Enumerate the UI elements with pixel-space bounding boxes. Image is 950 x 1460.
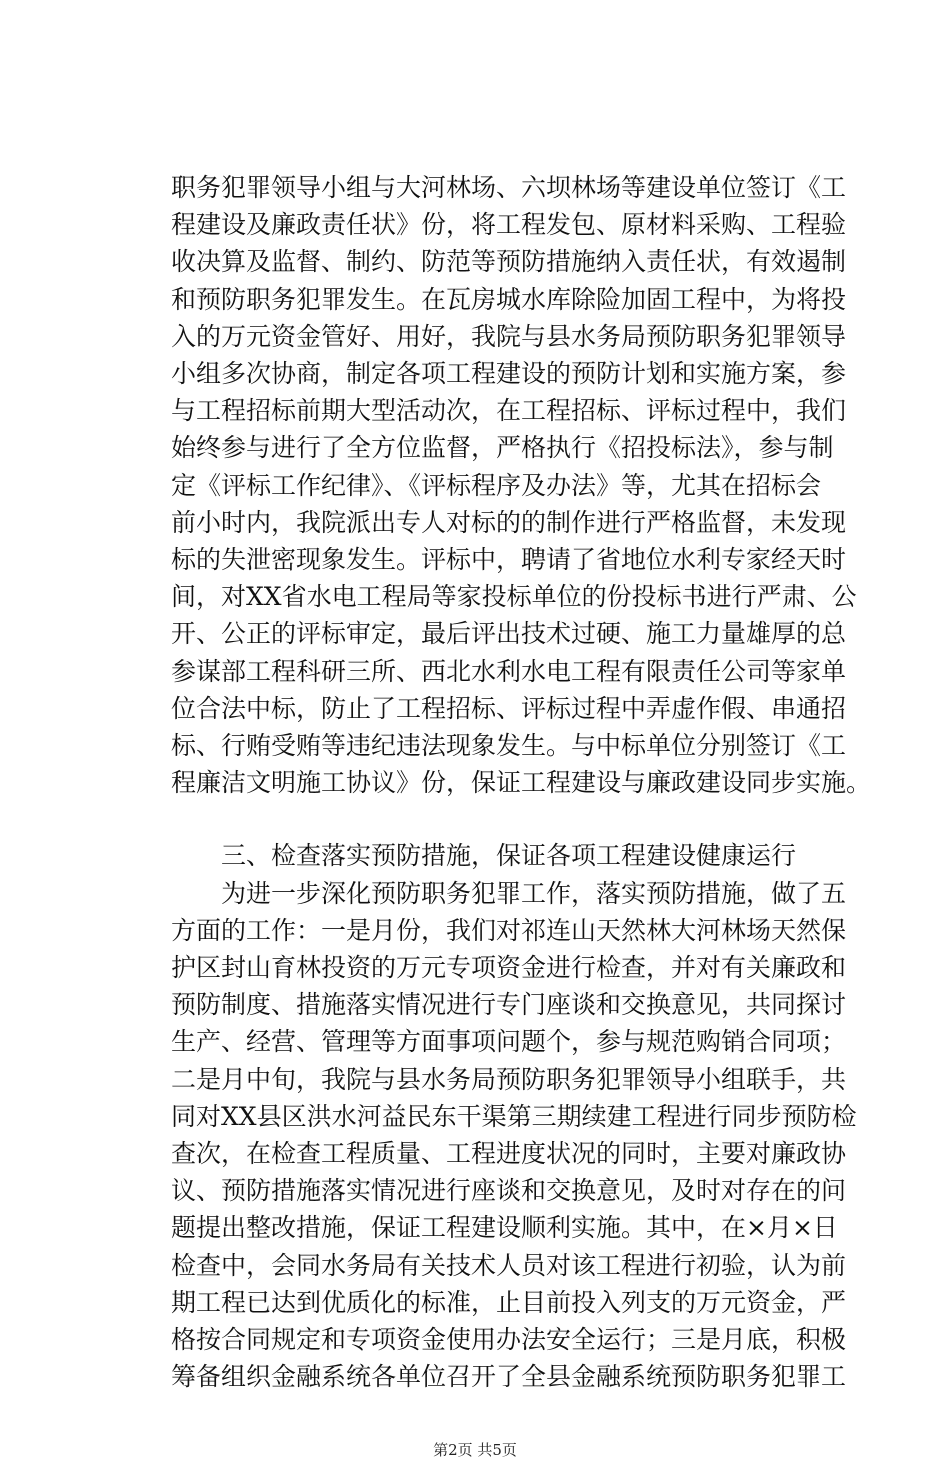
paragraph-line: 方面的工作：一是月份，我们对祁连山天然林大河林场天然保 [171, 916, 847, 945]
paragraph-line: 护区封山育林投资的万元专项资金进行检查，并对有关廉政和 [171, 953, 847, 982]
paragraph-line: 查次，在检查工程质量、工程进度状况的同时，主要对廉政协 [171, 1139, 847, 1168]
paragraph-line: 期工程已达到优质化的标准，止目前投入列支的万元资金，严 [171, 1288, 847, 1317]
paragraph-line: 标的失泄密现象发生。评标中，聘请了省地位水利专家经天时 [171, 545, 847, 574]
paragraph-line: 议、预防措施落实情况进行座谈和交换意见，及时对存在的问 [171, 1176, 847, 1205]
paragraph-line: 程廉洁文明施工协议》份，保证工程建设与廉政建设同步实施。 [171, 768, 872, 797]
paragraph-line: 格按合同规定和专项资金使用办法安全运行；三是月底，积极 [171, 1325, 847, 1354]
paragraph-line: 和预防职务犯罪发生。在瓦房城水库除险加固工程中，为将投 [171, 285, 847, 314]
paragraph-line: 参谋部工程科研三所、西北水利水电工程有限责任公司等家单 [171, 657, 847, 686]
paragraph-line: 与工程招标前期大型活动次，在工程招标、评标过程中，我们 [171, 396, 847, 425]
paragraph-line: 位合法中标，防止了工程招标、评标过程中弄虚作假、串通招 [171, 694, 847, 723]
paragraph-line: 小组多次协商，制定各项工程建设的预防计划和实施方案，参 [171, 359, 847, 388]
paragraph-line: 生产、经营、管理等方面事项问题个，参与规范购销合同项； [171, 1027, 847, 1056]
page-number-footer: 第2页 共5页 [433, 1441, 517, 1459]
paragraph-line: 程建设及廉政责任状》份，将工程发包、原材料采购、工程验 [171, 210, 847, 239]
paragraph-line: 定《评标工作纪律》、《评标程序及办法》等，尤其在招标会 [171, 471, 822, 500]
paragraph-line: 筹备组织金融系统各单位召开了全县金融系统预防职务犯罪工 [171, 1362, 847, 1391]
paragraph-line: 为进一步深化预防职务犯罪工作，落实预防措施，做了五 [221, 879, 847, 908]
paragraph-line: 二是月中旬，我院与县水务局预防职务犯罪领导小组联手，共 [171, 1065, 847, 1094]
paragraph-line: 同对XX县区洪水河益民东干渠第三期续建工程进行同步预防检 [171, 1102, 857, 1131]
paragraph-line: 间，对XX省水电工程局等家投标单位的份投标书进行严肃、公 [171, 582, 857, 611]
paragraph-line: 标、行贿受贿等违纪违法现象发生。与中标单位分别签订《工 [171, 731, 847, 760]
paragraph-line: 检查中，会同水务局有关技术人员对该工程进行初验，认为前 [171, 1251, 847, 1280]
paragraph-line: 前小时内，我院派出专人对标的的制作进行严格监督，未发现 [171, 508, 847, 537]
paragraph-line: 预防制度、措施落实情况进行专门座谈和交换意见，共同探讨 [171, 990, 847, 1019]
paragraph-line: 职务犯罪领导小组与大河林场、六坝林场等建设单位签订《工 [171, 173, 847, 202]
section-heading: 三、检查落实预防措施，保证各项工程建设健康运行 [221, 841, 797, 870]
paragraph-line: 收决算及监督、制约、防范等预防措施纳入责任状，有效遏制 [171, 247, 847, 276]
paragraph-line: 题提出整改措施，保证工程建设顺利实施。其中，在×月×日 [171, 1213, 838, 1242]
paragraph-line: 始终参与进行了全方位监督，严格执行《招投标法》，参与制 [171, 433, 834, 462]
paragraph-line: 入的万元资金管好、用好，我院与县水务局预防职务犯罪领导 [171, 322, 847, 351]
paragraph-line: 开、公正的评标审定，最后评出技术过硬、施工力量雄厚的总 [171, 619, 847, 648]
